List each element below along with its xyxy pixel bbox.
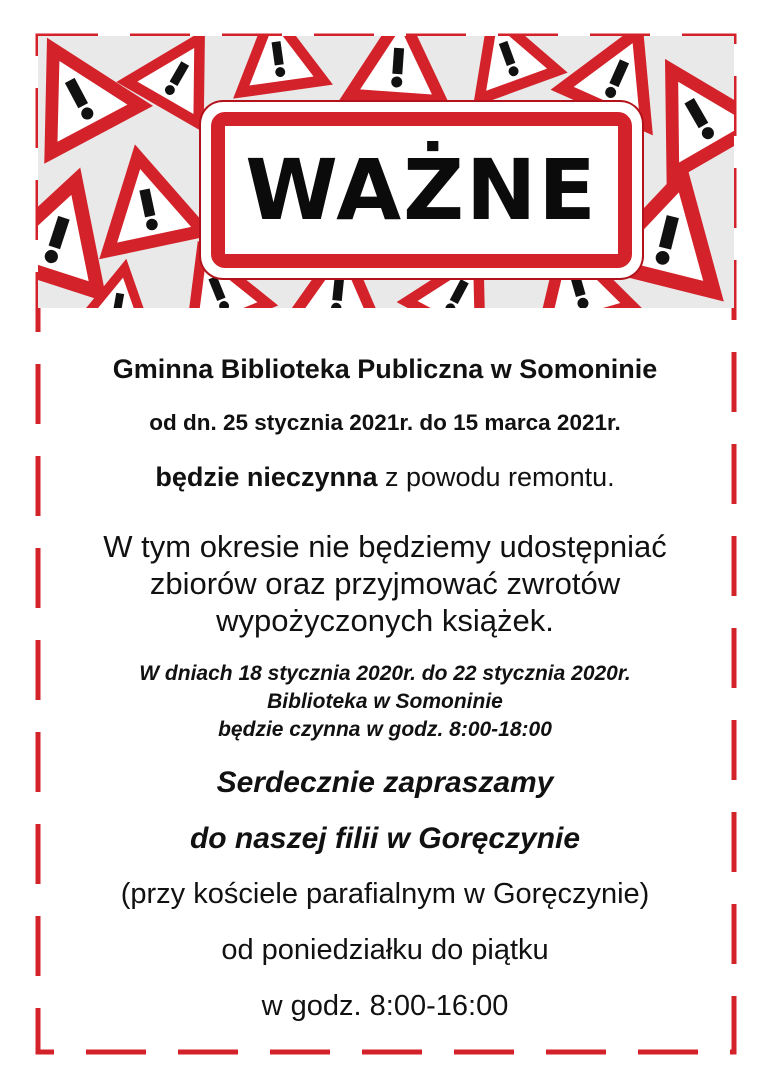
banner-title: WAŻNE bbox=[245, 141, 598, 239]
closed-bold-text: będzie nieczynna bbox=[155, 462, 378, 492]
branch-days: od poniedziałku do piątku bbox=[221, 934, 549, 966]
period-line: wypożyczonych książek. bbox=[216, 603, 554, 638]
open-line: W dniach 18 stycznia 2020r. do 22 stycznia 2020r. bbox=[139, 662, 631, 685]
library-name: Gminna Biblioteka Publiczna w Somoninie bbox=[112, 354, 658, 384]
branch-hours: w godz. 8:00-16:00 bbox=[261, 990, 509, 1022]
warning-banner bbox=[38, 36, 734, 308]
invite-line-2: do naszej filii w Goręczynie bbox=[189, 822, 581, 855]
open-days-paragraph bbox=[44, 660, 726, 744]
period-line: zbiorów oraz przyjmować zwrotów bbox=[149, 566, 621, 601]
period-paragraph bbox=[44, 528, 726, 639]
invite-line-1: Serdecznie zapraszamy bbox=[216, 766, 554, 799]
closure-reason bbox=[44, 462, 726, 493]
open-line: Biblioteka w Somoninie bbox=[267, 690, 503, 713]
closure-dates: od dn. 25 stycznia 2021r. do 15 marca 2021r. bbox=[149, 410, 621, 435]
closed-rest-text: z powodu remontu. bbox=[377, 462, 615, 492]
period-line: W tym okresie nie będziemy udostępniać bbox=[103, 529, 667, 564]
branch-location: (przy kościele parafialnym w Goręczynie) bbox=[120, 878, 650, 910]
important-sign bbox=[201, 102, 642, 278]
open-line: będzie czynna w godz. 8:00-18:00 bbox=[218, 718, 552, 741]
